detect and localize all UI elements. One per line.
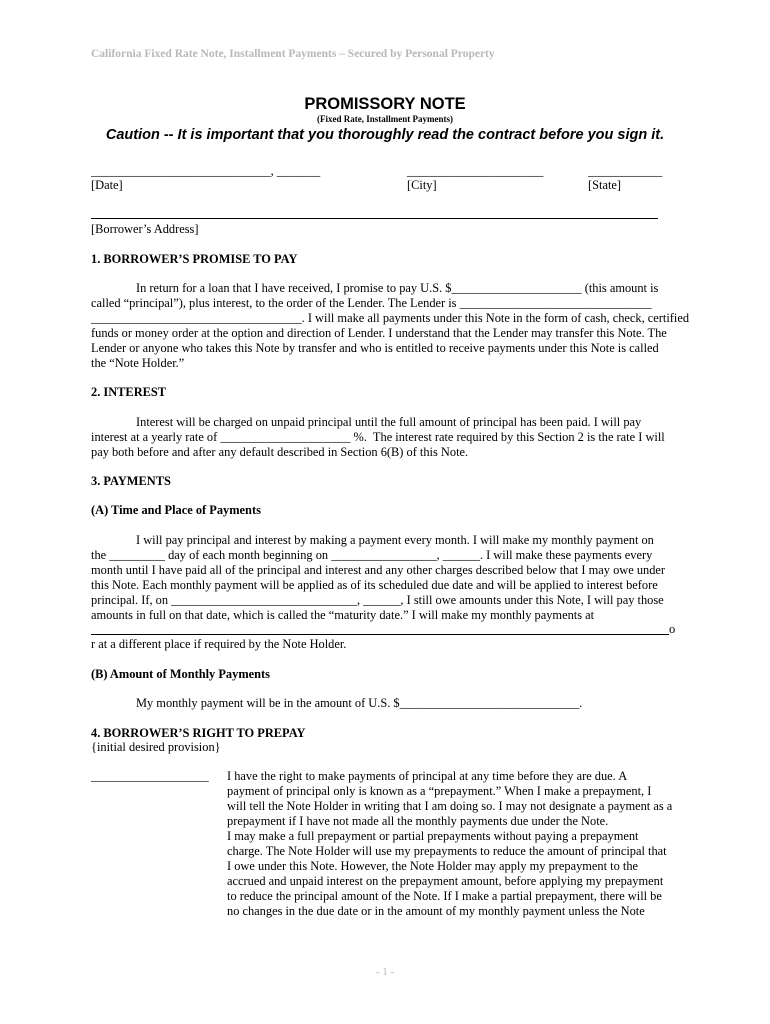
section-3a-line: amounts in full on that date, which is called the “maturity date.” I will make my monthly payments at [91, 608, 595, 622]
payment-place-rule [91, 634, 669, 635]
section-4-heading: 4. BORROWER’S RIGHT TO PREPAY [91, 726, 306, 740]
section-3a-line: I will pay principal and interest by making a payment every month. I will make my monthly payment on [136, 533, 654, 547]
state-blank: ____________ [588, 164, 663, 178]
section-1-line: the “Note Holder.” [91, 356, 185, 370]
section-4-line: prepayment if I have not made all the monthly payments due under the Note. [227, 814, 609, 828]
section-3a-heading: (A) Time and Place of Payments [91, 503, 261, 517]
section-3a-line: this Note. Each monthly payment will be applied as of its scheduled due date and will be applied to interest before [91, 578, 658, 592]
borrower-address-rule [91, 218, 658, 219]
section-1-line: funds or money order at the option and direction of Lender. I understand that the Lender may transfer this Note. The [91, 326, 667, 340]
document-title: PROMISSORY NOTE [304, 95, 466, 113]
section-1-heading: 1. BORROWER’S PROMISE TO PAY [91, 252, 298, 266]
running-header: California Fixed Rate Note, Installment Payments – Secured by Personal Property [91, 48, 495, 60]
date-blank: _____________________________, _______ [91, 164, 321, 178]
section-4-line: accrued and unpaid interest on the prepayment amount, before applying my prepayment [227, 874, 664, 888]
section-4-note: {initial desired provision} [91, 740, 221, 754]
document-subtitle: (Fixed Rate, Installment Payments) [317, 114, 453, 124]
section-4-line: charge. The Note Holder will use my prepayments to reduce the amount of principal that [227, 844, 667, 858]
section-4-line: I may make a full prepayment or partial prepayments without paying a prepayment [227, 829, 639, 843]
page-number: - 1 - [375, 966, 395, 978]
section-4-line: will tell the Note Holder in writing that I am doing so. I may not designate a payment as a [227, 799, 673, 813]
section-3b-heading: (B) Amount of Monthly Payments [91, 667, 270, 681]
section-3-heading: 3. PAYMENTS [91, 474, 171, 488]
section-1-line: called “principal”), plus interest, to the order of the Lender. The Lender is _______________________________ [91, 296, 652, 310]
section-3a-line: month until I have paid all of the principal and interest and any other charges described below that I may owe under [91, 563, 666, 577]
section-4-line: I owe under this Note. However, the Note Holder may apply my prepayment to the [227, 859, 639, 873]
section-2-line: Interest will be charged on unpaid principal until the full amount of principal has been paid. I will pay [136, 415, 642, 429]
section-4-line: no changes in the due date or in the amount of my monthly payment unless the Note [227, 904, 645, 918]
section-3a-line: the _________ day of each month beginning on _________________, ______. I will make these payments every [91, 548, 653, 562]
section-3b-line: My monthly payment will be in the amount of U.S. $_____________________________. [136, 696, 583, 710]
city-blank: ______________________ [407, 164, 544, 178]
initial-blank: ___________________ [91, 769, 209, 783]
section-4-line: I have the right to make payments of principal at any time before they are due. A [227, 769, 628, 783]
section-2-line: pay both before and after any default described in Section 6(B) of this Note. [91, 445, 469, 459]
payment-place-tail: o [669, 622, 676, 636]
state-label: [State] [588, 178, 622, 192]
section-3a-line: principal. If, on ______________________________, ______, I still owe amounts under this Note, I will pay those [91, 593, 664, 607]
section-1-line: In return for a loan that I have received, I promise to pay U.S. $_____________________ (this amount is [136, 281, 659, 295]
borrower-address-label: [Borrower’s Address] [91, 222, 199, 236]
city-label: [City] [407, 178, 437, 192]
caution-notice: Caution -- It is important that you thoroughly read the contract before you sign it. [105, 127, 665, 143]
section-2-line: interest at a yearly rate of _____________________ %. The interest rate required by this Section 2 is the rate I will [91, 430, 665, 444]
section-1-line: Lender or anyone who takes this Note by transfer and who is entitled to receive payments under this Note is called [91, 341, 659, 355]
section-4-line: payment of principal only is known as a “prepayment.” When I make a prepayment, I [227, 784, 652, 798]
date-label: [Date] [91, 178, 123, 192]
section-1-line: __________________________________. I will make all payments under this Note in the form of cash, check, certified [91, 311, 690, 325]
section-2-heading: 2. INTEREST [91, 385, 167, 399]
section-3a-line: r at a different place if required by the Note Holder. [91, 637, 347, 651]
section-4-line: to reduce the principal amount of the Note. If I make a partial prepayment, there will be [227, 889, 662, 903]
